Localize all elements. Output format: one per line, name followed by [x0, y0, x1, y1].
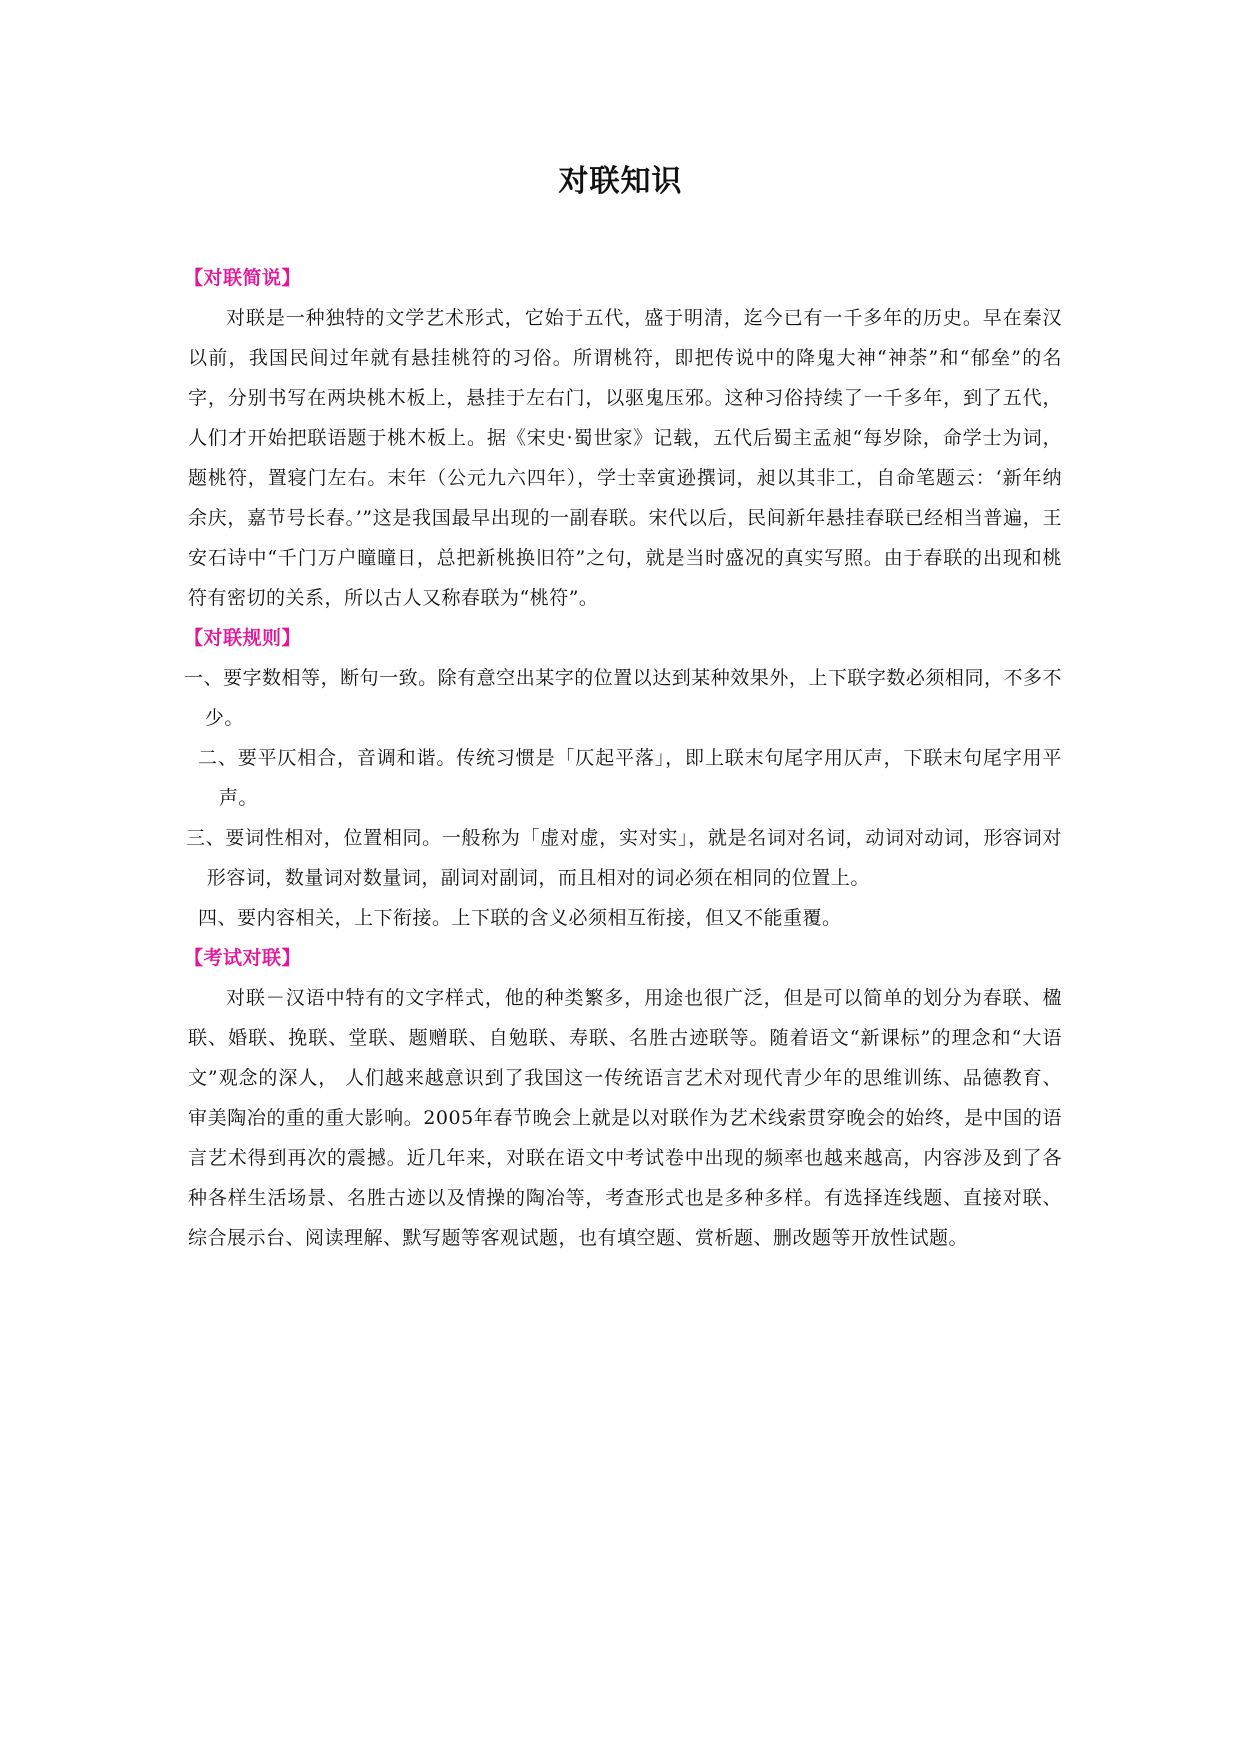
section-heading: 【对联规则】	[184, 627, 302, 649]
section-intro	[184, 258, 1062, 618]
rule-item: 一、要字数相等，断句一致。除有意空出某字的位置以达到某种效果外，上下联字数必须相同，不多不少。	[184, 667, 1062, 729]
rule-item: 二、要平仄相合，音调和谐。传统习惯是「仄起平落」，即上联末句尾字用仄声，下联末句尾字用平声。	[198, 747, 1062, 809]
page-title: 对联知识	[558, 164, 683, 199]
section-rules	[184, 618, 1062, 938]
section-heading: 【对联简说】	[184, 267, 302, 289]
paragraph: 对联是一种独特的文学艺术形式，它始于五代，盛于明清，迄今已有一千多年的历史。早在秦汉以前，我国民间过年就有悬挂桃符的习俗。所谓桃符，即把传说中的降鬼大神“神荼”和“郁垒”的名字，分别书写在两块桃木板上，悬挂于左右门，以驱鬼压邪。这种习俗持续了一千多年，到了五代，人们才开始把联语题于桃木板上。据《宋史·蜀世家》记载，五代后蜀主孟昶“每岁除，命学士为词，题桃符，置寝门左右。末年（公元九六四年），学士幸寅逊撰词，昶以其非工，自命笔题云：‘新年纳余庆，嘉节号长春。’”这是我国最早出现的一副春联。宋代以后，民间新年悬挂春联已经相当普遍，王安石诗中“千门万户曈曈日，总把新桃换旧符”之句，就是当时盛况的真实写照。由于春联的出现和桃符有密切的关系，所以古人又称春联为“桃符”。	[188, 307, 1062, 609]
paragraph: 对联－汉语中特有的文字样式，他的种类繁多，用途也很广泛，但是可以简单的划分为春联、楹联、婚联、挽联、堂联、题赠联、自勉联、寿联、名胜古迹联等。随着语文“新课标”的理念和“大语文”观念的深人， 人们越来越意识到了我国这一传统语言艺术对现代青少年的思维训练、品德教育、 审美陶冶的重的重大影响。2005年春节晚会上就是以对联作为艺术线索贯穿晚会的始终，是中国的语言艺术得到再次的震撼。近几年来，对联在语文中考试卷中出现的频率也越来越高，内容涉及到了各种各样生活场景、名胜古迹以及情操的陶冶等，考查形式也是多种多样。有选择连线题、直接对联、综合展示台、阅读理解、默写题等客观试题，也有填空题、赏析题、删改题等开放性试题。	[188, 987, 1062, 1249]
rule-item: 三、要词性相对，位置相同。一般称为「虚对虚，实对实」，就是名词对名词，动词对动词，形容词对形容词，数量词对数量词，副词对副词，而且相对的词必须在相同的位置上。	[186, 827, 1062, 889]
section-exam	[184, 938, 1062, 1258]
document-body	[184, 258, 1062, 1258]
rule-item: 四、要内容相关，上下衔接。上下联的含义必须相互衔接，但又不能重覆。	[198, 907, 842, 929]
section-heading: 【考试对联】	[184, 947, 302, 969]
rules-list	[184, 658, 1062, 938]
